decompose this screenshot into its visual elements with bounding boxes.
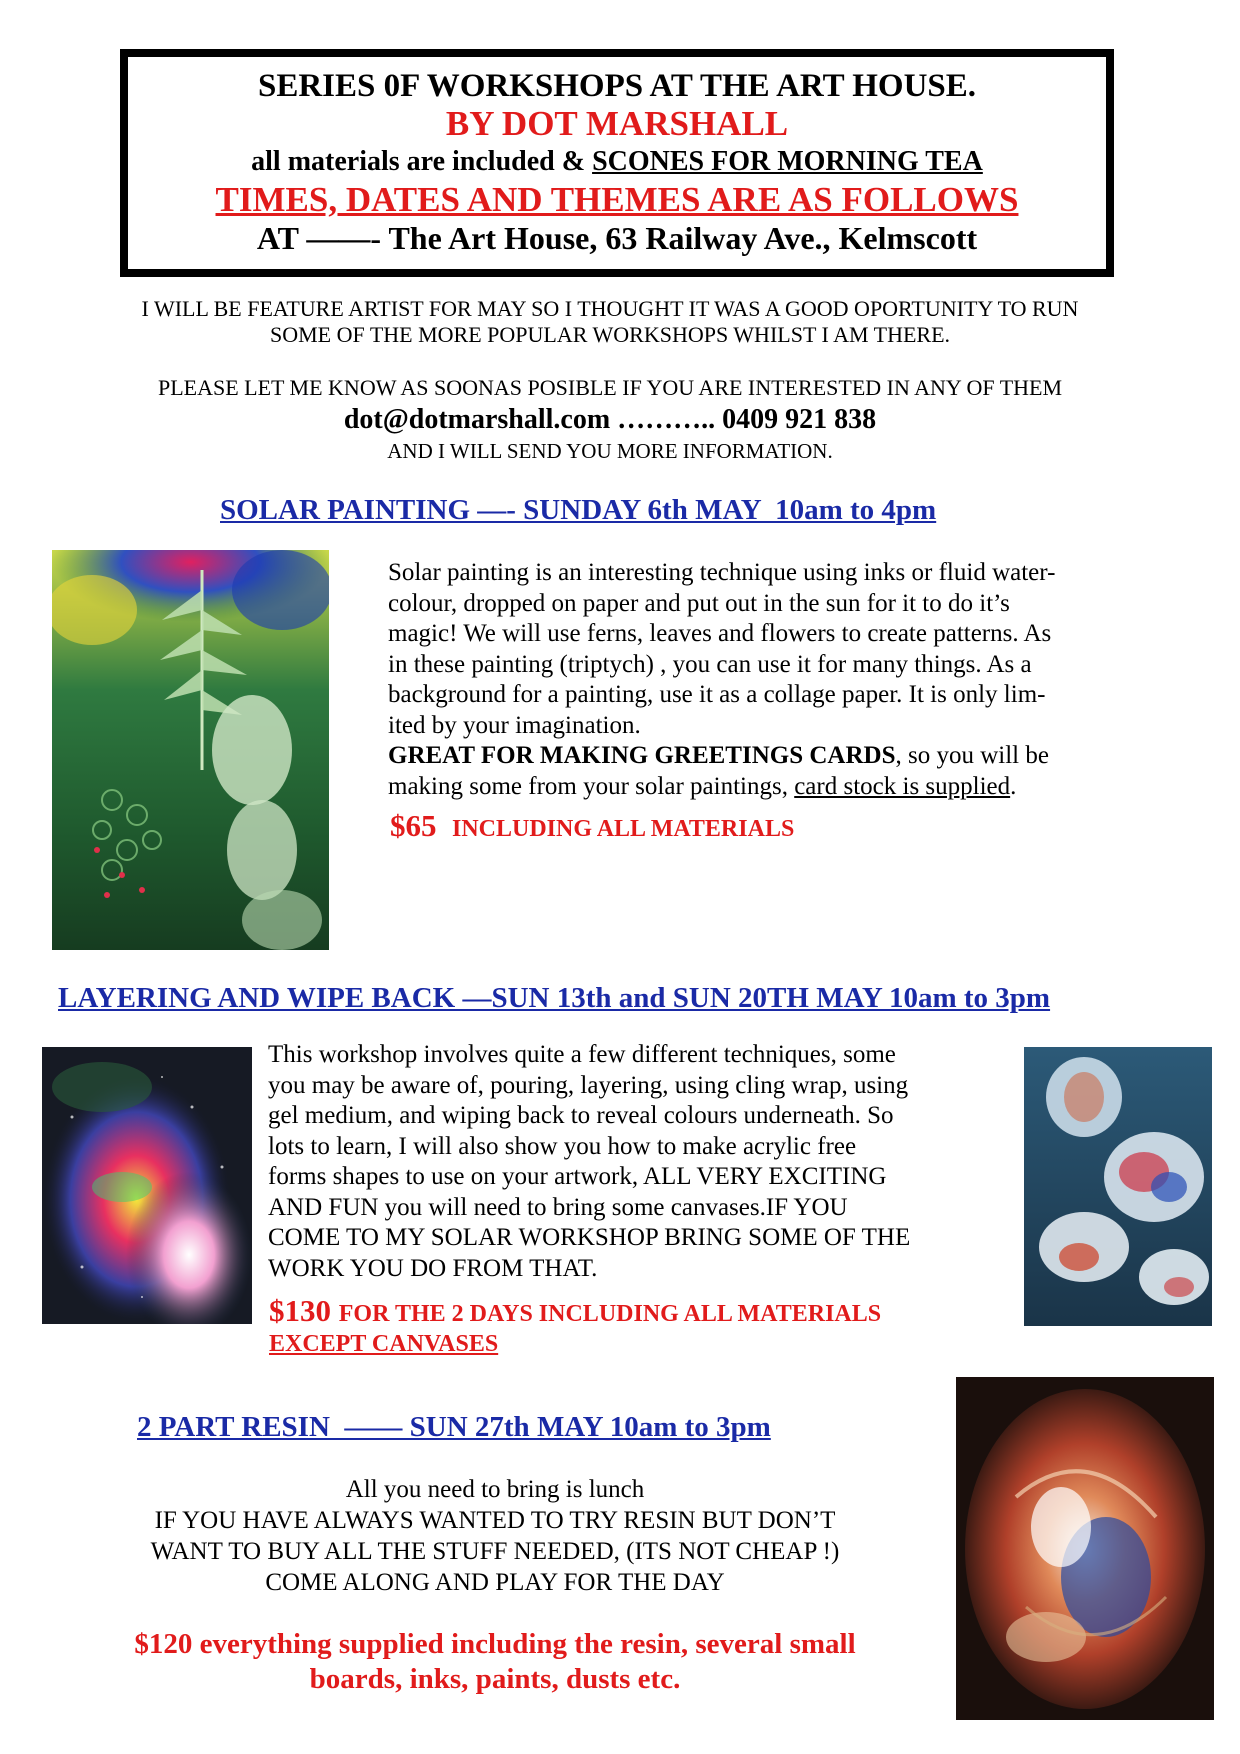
page-title: SERIES 0F WORKSHOPS AT THE ART HOUSE. (257, 68, 977, 104)
layering-heading: LAYERING AND WIPE BACK —SUN 13th and SUN 20TH MAY 10am to 3pm (58, 982, 1051, 1014)
layering-price: $130 (269, 1293, 331, 1328)
materials-line (128, 143, 1106, 181)
resin-price-block (40, 1627, 950, 1697)
layering-line: you may be aware of, pouring, layering, using cling wrap, using (268, 1071, 909, 1099)
times-line: TIMES, DATES AND THEMES ARE AS FOLLOWS (215, 180, 1019, 219)
layering-line: lots to learn, I will also show you how to make acrylic free (268, 1132, 857, 1160)
resin-line: IF YOU HAVE ALWAYS WANTED TO TRY RESIN BUT DON’T (154, 1507, 836, 1534)
card-stock-note: card stock is supplied (794, 772, 1011, 800)
resin-price-line: $120 everything supplied including the resin, several small (134, 1628, 856, 1660)
layering-description (268, 1040, 1028, 1284)
header-box (120, 49, 1114, 277)
solar-description (388, 558, 1198, 802)
solar-painting-image (52, 550, 329, 950)
intro-line: I WILL BE FEATURE ARTIST FOR MAY SO I THOUGHT IT WAS A GOOD OPORTUNITY TO RUN (141, 296, 1079, 321)
solar-heading: SOLAR PAINTING —- SUNDAY 6th MAY 10am to 4pm (220, 494, 937, 526)
cards-line2-suffix: . (1010, 772, 1017, 800)
layering-line: COME TO MY SOLAR WORKSHOP BRING SOME OF THE (268, 1224, 911, 1251)
solar-cards-line2 (388, 772, 1198, 803)
location-line: AT ——- The Art House, 63 Railway Ave., Kelmscott (256, 220, 978, 256)
solar-cards-line (388, 741, 1198, 772)
intro-line: SOME OF THE MORE POPULAR WORKSHOPS WHILST I AM THERE. (269, 322, 951, 347)
resin-line: COME ALONG AND PLAY FOR THE DAY (265, 1569, 725, 1596)
cards-line2-prefix: making some from your solar paintings, (388, 772, 795, 800)
author-line: BY DOT MARSHALL (445, 104, 789, 143)
solar-line: background for a painting, use it as a collage paper. It is only lim- (388, 681, 1046, 708)
solar-line: in these painting (triptych) , you can use it for many things. As a (388, 650, 1032, 678)
resin-line: WANT TO BUY ALL THE STUFF NEEDED, (ITS NOT CHEAP !) (150, 1538, 840, 1565)
resin-image (956, 1377, 1214, 1720)
layering-line: gel medium, and wiping back to reveal colours underneath. So (268, 1102, 894, 1129)
layering-price-note: FOR THE 2 DAYS INCLUDING ALL MATERIALS (338, 1301, 882, 1327)
solar-line: magic! We will use ferns, leaves and flowers to create patterns. As (388, 620, 1052, 647)
scones-highlight: SCONES FOR MORNING TEA (592, 146, 983, 177)
layering-line: forms shapes to use on your artwork, ALL VERY EXCITING (268, 1163, 887, 1190)
cards-bold: GREAT FOR MAKING GREETINGS CARDS (388, 742, 896, 769)
layering-image-right (1024, 1047, 1212, 1326)
layering-line: WORK YOU DO FROM THAT. (268, 1254, 598, 1282)
solar-line: ited by your imagination. (388, 711, 641, 739)
layering-line: AND FUN you will need to bring some canvases.IF YOU (268, 1193, 848, 1221)
solar-line: Solar painting is an interesting technique using inks or fluid water- (388, 559, 1056, 586)
layering-price-row (269, 1292, 881, 1333)
resin-line: All you need to bring is lunch (345, 1476, 645, 1503)
layering-price-note2: EXCEPT CANVASES (269, 1331, 499, 1357)
layering-image-left (42, 1047, 252, 1324)
materials-prefix: all materials are included & (251, 146, 593, 177)
send-info-line: AND I WILL SEND YOU MORE INFORMATION. (387, 439, 833, 463)
solar-line: colour, dropped on paper and put out in the sun for it to do it’s (388, 589, 1010, 617)
contact-request: PLEASE LET ME KNOW AS SOONAS POSIBLE IF YOU ARE INTERESTED IN ANY OF THEM (157, 375, 1063, 400)
solar-price: $65 (390, 808, 437, 843)
resin-heading: 2 PART RESIN —— SUN 27th MAY 10am to 3pm (137, 1411, 771, 1443)
intro-block (0, 296, 1220, 348)
layering-line: This workshop involves quite a few different techniques, some (268, 1041, 896, 1068)
contact-info: dot@dotmarshall.com ……….. 0409 921 838 (343, 404, 877, 435)
solar-price-row (390, 806, 794, 849)
resin-description (60, 1474, 930, 1598)
solar-price-note: INCLUDING ALL MATERIALS (452, 816, 795, 842)
cards-rest: , so you will be (895, 742, 1049, 769)
resin-price-line: boards, inks, paints, dusts etc. (309, 1663, 681, 1695)
